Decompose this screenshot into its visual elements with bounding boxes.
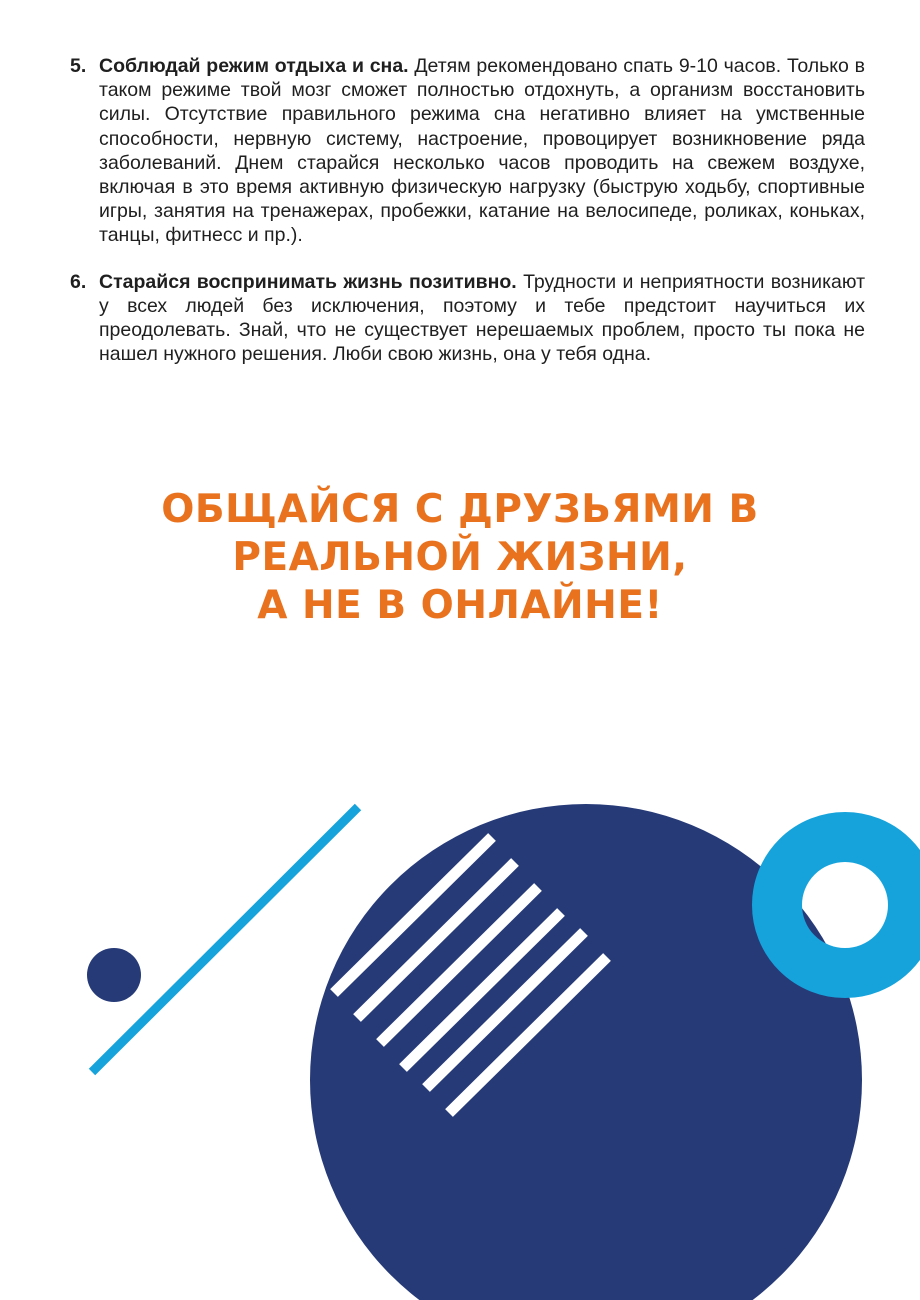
small-navy-dot <box>87 948 141 1002</box>
item-lead: Старайся воспринимать жизнь позитивно. <box>99 270 517 293</box>
item-lead: Соблюдай режим отдыха и сна. <box>99 55 409 77</box>
blue-ring <box>777 837 913 973</box>
headline-line-3: А НЕ В ОНЛАЙНЕ! <box>257 583 663 628</box>
headline-line-1: ОБЩАЙСЯ С ДРУЗЬЯМИ В <box>161 487 759 532</box>
item-number: 6. <box>70 270 87 293</box>
item-body: Детям рекомендовано спать 9-10 часов. Только в таком режиме твой мозг сможет полностью отдохнуть, а организм восстановить силы. Отсутствие правильного режима сна негативно влияет на умственные способности, нервную систему, настроение, провоцирует возникновение ряда заболеваний. Днем старайся несколько часов проводить на свежем воздухе, включая в это время активную физическую нагрузку (быструю ходьбу, спортивные игры, занятия на тренажерах, пробежки, катание на велосипеде, роликах, коньках, танцы, фитнесс и пр.). <box>99 55 865 247</box>
item-body: Трудности и неприятности возникают у всех людей без исключения, поэтому и тебе предстоит научиться их преодолевать. Знай, что не существует нерешаемых проблем, просто ты пока не нашел нужного решения. Люби свою жизнь, она у тебя одна. <box>99 270 866 366</box>
headline-line-2: РЕАЛЬНОЙ ЖИЗНИ, <box>232 535 688 580</box>
item-number: 5. <box>70 55 87 77</box>
